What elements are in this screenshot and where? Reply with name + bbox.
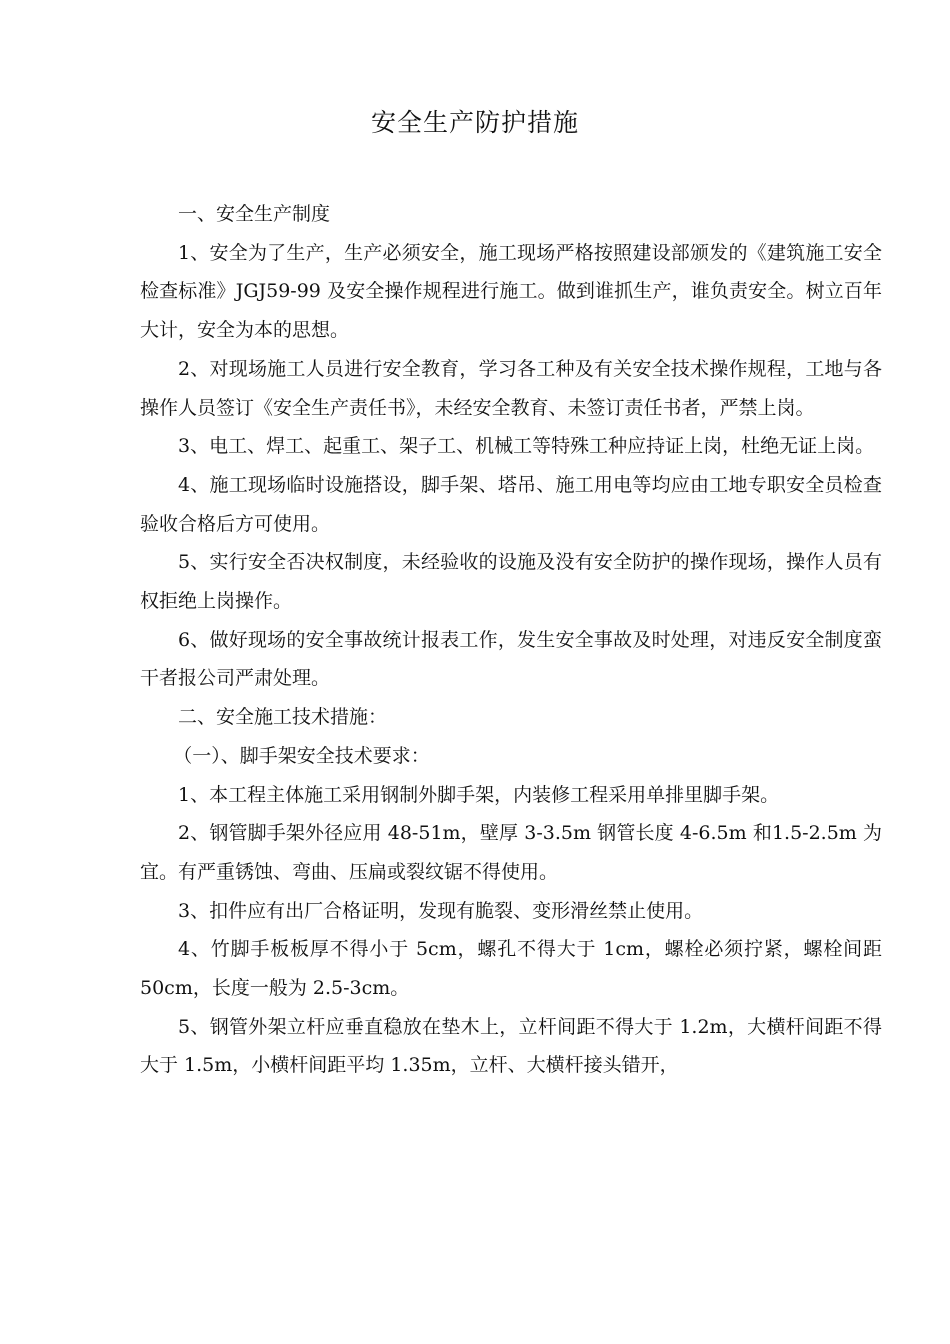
section-heading: 二、安全施工技术措施：	[178, 706, 388, 729]
section-heading: 一、安全生产制度	[178, 203, 331, 225]
paragraph: 5、钢管外架立杆应垂直稳放在垫木上，立杆间距不得大于 1.2m，大横杆间距不得大于 1.5m，小横杆间距平均 1.35m，立杆、大横杆接头错开，	[140, 1015, 882, 1077]
paragraph: 4、施工现场临时设施搭设，脚手架、塔吊、施工用电等均应由工地专职安全员检查验收合格后方可使用。	[140, 473, 882, 535]
paragraph: 1、安全为了生产，生产必须安全，施工现场严格按照建设部颁发的《建筑施工安全检查标准》JGJ59-99 及安全操作规程进行施工。做到谁抓生产，谁负责安全。树立百年大计，安全为本的思想。	[140, 241, 882, 342]
document-title: 安全生产防护措施	[370, 108, 579, 137]
paragraph: 2、对现场施工人员进行安全教育，学习各工种及有关安全技术操作规程，工地与各操作人员签订《安全生产责任书》，未经安全教育、未签订责任书者，严禁上岗。	[140, 357, 882, 419]
paragraph: 5、实行安全否决权制度，未经验收的设施及没有安全防护的操作现场，操作人员有权拒绝上岗操作。	[140, 551, 882, 613]
paragraph: 3、电工、焊工、起重工、架子工、机械工等特殊工种应持证上岗，杜绝无证上岗。	[178, 435, 875, 458]
document-body	[140, 195, 882, 1085]
paragraph: 3、扣件应有出厂合格证明，发现有脆裂、变形滑丝禁止使用。	[178, 899, 704, 922]
paragraph: 4、竹脚手板板厚不得小于 5cm，螺孔不得大于 1cm，螺栓必须拧紧，螺栓间距 50cm，长度一般为 2.5-3cm。	[140, 938, 882, 1000]
subsection-heading: （一）、脚手架安全技术要求：	[173, 744, 430, 767]
paragraph: 6、做好现场的安全事故统计报表工作，发生安全事故及时处理，对违反安全制度蛮干者报公司严肃处理。	[140, 628, 882, 690]
paragraph: 1、本工程主体施工采用钢制外脚手架，内装修工程采用单排里脚手架。	[178, 783, 780, 806]
paragraph: 2、钢管脚手架外径应用 48-51m，壁厚 3-3.5m 钢管长度 4-6.5m 和1.5-2.5m 为宜。有严重锈蚀、弯曲、压扁或裂纹锯不得使用。	[140, 822, 882, 883]
